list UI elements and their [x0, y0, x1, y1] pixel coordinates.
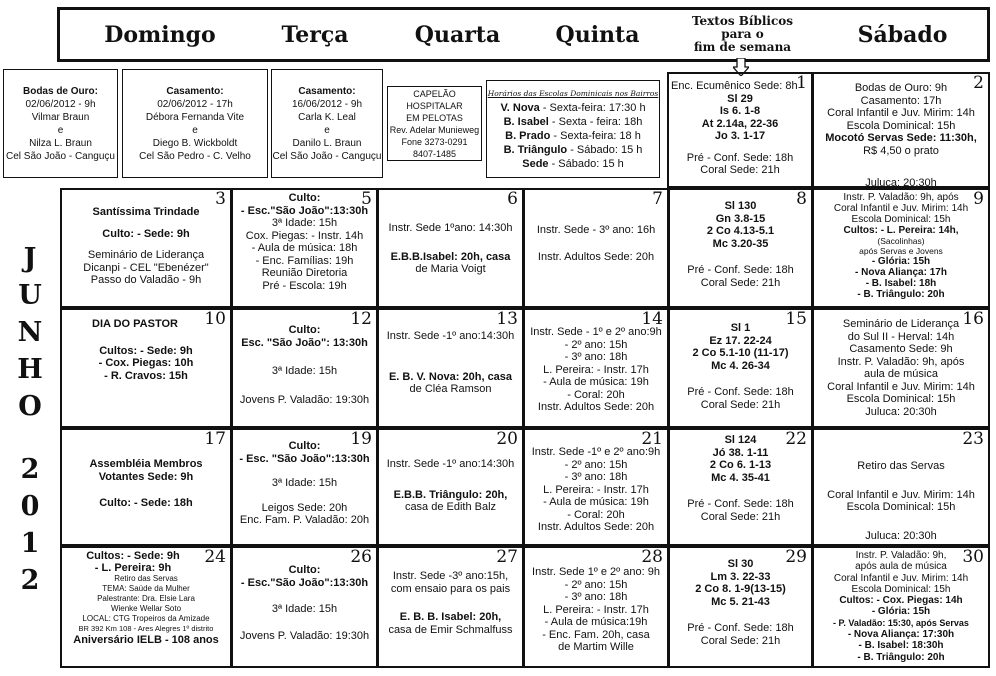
day-cell-5 [231, 188, 378, 308]
cell-line: BR 392 Km 108 - Ares Alegres 1º distrito [78, 624, 214, 633]
cell-line: - 2º ano: 15h [564, 578, 628, 591]
day-cell-26 [231, 546, 378, 668]
cell-line: DIA DO PASTOR [92, 318, 178, 330]
cell-line: E. B. B. Isabel: 20h, [399, 611, 502, 623]
cell-line: Culto: [288, 440, 321, 452]
day-number: 15 [785, 309, 807, 329]
horario-item: V. Nova - Sexta-feira: 17:30 h [500, 102, 646, 114]
day-cell-8 [668, 188, 813, 308]
header-quinta: Quinta [555, 21, 640, 48]
cell-line: - Esc."São João":13:30h [240, 576, 369, 589]
horarios-box [486, 80, 660, 178]
cell-line: Mocotó Servas Sede: 11:30h, [825, 132, 977, 144]
month-letter: H [17, 354, 43, 385]
bible-ref: 2 Co 6. 1-13 [709, 459, 772, 471]
day-cell-17 [60, 428, 232, 546]
cell-line: Instr. P. Valadão: 9h, [855, 550, 947, 561]
header-textos-biblicos [670, 10, 815, 59]
capelao-line: Rev. Adelar Munieweg [389, 124, 480, 135]
year-digit: 0 [20, 491, 40, 522]
cell-line: Coral Infantil e Juv. Mirim: 14h [833, 203, 969, 214]
cell-line: Escola Dominical: 15h [846, 393, 956, 405]
cell-line: - B. Triângulo: 20h [857, 289, 945, 300]
cell-line: - Aula de música:19h [544, 616, 648, 628]
cell-line: Culto: [288, 324, 321, 336]
capelao-line: EM PELOTAS [406, 112, 463, 123]
year-digit: 2 [20, 565, 40, 596]
day-cell-28 [523, 546, 669, 668]
day-cell-6 [377, 188, 524, 308]
day-number: 29 [785, 547, 807, 567]
day-cell-19 [231, 428, 378, 546]
cell-line: - Glória: 15h [871, 256, 931, 267]
cell-line: Instr. Sede -1º ano:14:30h [386, 458, 515, 470]
day-number: 19 [350, 429, 372, 449]
cell-line: Instr. Adultos Sede: 20h [537, 401, 655, 413]
cell-line: após Servas e Jovens [859, 246, 943, 256]
cell-line: Instr. Sede 1º e 2º ano: 9h [532, 566, 660, 578]
cell-line: Instr. Sede -3º ano:15h, [392, 570, 509, 582]
cell-line: - L. Pereira: 9h [94, 562, 172, 574]
bodas-line: Vilmar Braun [31, 111, 90, 123]
day-number: 12 [350, 309, 372, 329]
bodas-title: Bodas de Ouro: [22, 85, 98, 97]
bible-ref: Sl 30 [727, 558, 754, 570]
day-number: 23 [962, 429, 984, 449]
cell-line: E.B.B. Triângulo: 20h, [393, 488, 508, 501]
day-number: 27 [496, 547, 518, 567]
cell-line: Pré - Conf. Sede: 18h [687, 622, 794, 634]
cell-line: após aula de música [855, 561, 947, 573]
day-number: 20 [496, 429, 518, 449]
cell-line: Instr. Sede -1º e 2º ano:9h [531, 446, 661, 458]
casamento-line: 16/06/2012 - 9h [291, 98, 363, 110]
cell-line: Esc. "São João": 13:30h [241, 336, 368, 349]
day-number: 28 [641, 547, 663, 567]
day-number: 6 [507, 189, 518, 209]
bible-ref: Sl 29 [727, 92, 753, 105]
cell-line: Coral Sede: 21h [700, 510, 781, 523]
month-letter: N [17, 317, 43, 348]
cell-line: Cultos: - Sede: 9h [99, 344, 193, 357]
cell-line: Culto: - Sede: 18h [99, 497, 193, 509]
cell-line: Casamento Sede: 9h [849, 343, 953, 355]
cell-line: - 3º ano: 18h [564, 351, 628, 363]
cell-line: Seminário de Liderança [87, 249, 205, 261]
cell-line: TEMA: Saúde da Mulher [102, 584, 190, 593]
cell-line: Reunião Diretoria [261, 267, 348, 279]
bodas-line: e [57, 124, 64, 136]
header-textos-line: para o [721, 27, 764, 41]
cell-line: L. Pereira: - Instr. 17h [543, 483, 649, 496]
day-number: 2 [973, 73, 984, 93]
cell-line: Seminário de Liderança [842, 318, 960, 330]
cell-line: Escola Dominical: 15h [851, 583, 951, 595]
cell-line: Passo do Valadão - 9h [90, 274, 202, 286]
cell-line: Santíssima Trindade [92, 206, 200, 218]
day-cell-3 [60, 188, 232, 308]
cell-line: Retiro das Servas [857, 460, 945, 472]
bible-ref: Is 6. 1-8 [719, 105, 761, 117]
cell-line: Coral Sede: 21h [700, 164, 780, 176]
header-textos-line: Textos Bíblicos [691, 14, 794, 28]
cell-line: (Sacolinhas) [877, 236, 925, 246]
cell-line: R$ 4,50 o prato [863, 144, 939, 157]
cell-line: Pré - Conf. Sede: 18h [687, 386, 794, 398]
header-terca: Terça [281, 21, 349, 48]
cell-line: Escola Dominical: 15h [851, 214, 951, 225]
cell-line: Instr. Adultos Sede: 20h [537, 521, 655, 533]
casamento-title: Casamento: [298, 85, 356, 97]
day-cell-2 [812, 72, 990, 188]
cell-line: Aniversário IELB - 108 anos [73, 634, 219, 646]
header-sabado: Sábado [857, 21, 948, 48]
cell-line: Escola Dominical: 15h [846, 501, 956, 513]
cell-line: Coral Infantil e Juv. Mirim: 14h [827, 107, 975, 119]
month-letter: J [23, 243, 37, 274]
horario-item: B. Isabel - Sexta - feira: 18h [503, 116, 643, 128]
day-cell-12 [231, 308, 378, 428]
year-digit: 1 [20, 528, 40, 559]
day-number: 5 [361, 189, 372, 209]
month-year-label [10, 240, 50, 599]
day-cell-10 [60, 308, 232, 428]
cell-line: Leigos Sede: 20h [261, 501, 348, 514]
cell-line: do Sul II - Herval: 14h [847, 330, 955, 343]
cell-line: 3ª Idade: 15h [271, 365, 338, 377]
cell-line: Dicanpi - CEL "Ebenézer" [83, 261, 209, 274]
cell-line: Cultos: - L. Pereira: 14h, [843, 225, 959, 236]
capelao-line: Fone 3273-0291 [401, 136, 468, 147]
cell-line: - Nova Aliança: 17h [855, 267, 947, 278]
cell-line: Instr. Sede -1º ano:14:30h [386, 330, 515, 342]
horarios-title: Horários das Escolas Dominicais nos Bairros [487, 89, 659, 98]
cell-line: - Aula de música: 18h [251, 242, 358, 254]
bible-ref: Mc 4. 26-34 [711, 359, 770, 372]
bible-ref: Gn 3.8-15 [715, 212, 766, 225]
bible-ref: At 2.14a, 22-36 [701, 117, 779, 130]
casamento-line: Cel São João - Canguçu [272, 150, 382, 162]
cell-line: com ensaio para os pais [390, 582, 511, 595]
cell-line: Pré - Conf. Sede: 18h [687, 264, 794, 276]
cell-line: Coral Sede: 21h [700, 634, 781, 647]
cell-line: Instr. P. Valadão: 9h, após [837, 355, 965, 368]
month-letter: U [18, 280, 42, 311]
day-number: 14 [641, 309, 663, 329]
capelao-line: CAPELÃO HOSPITALAR [406, 88, 463, 111]
cell-line: Cultos: - Sede: 9h [86, 550, 180, 562]
cell-line: - P. Valadão: 15:30, após Servas [833, 617, 969, 628]
cell-line: Coral Infantil e Juv. Mirim: 14h [827, 380, 975, 393]
cell-line: 3ª Idade: 15h [271, 217, 338, 229]
casamento-line: Diego B. Wickboldt [152, 137, 238, 149]
cell-line: - Cox. Piegas: 10h [98, 357, 194, 369]
cell-line: Wienke Wellar Soto [110, 604, 182, 613]
cell-line: Instr. Sede - 3º ano: 16h [536, 224, 656, 236]
casamento-line: Danilo L. Braun [292, 137, 362, 149]
cell-line: - 3º ano: 18h [564, 471, 628, 483]
day-cell-29 [668, 546, 813, 668]
cell-line: Escola Dominical: 15h [846, 119, 956, 132]
cell-line: - 3º ano: 18h [564, 591, 628, 603]
day-cell-27 [377, 546, 524, 668]
bible-ref: Jó 38. 1-11 [712, 446, 769, 459]
cell-line: Cox. Piegas: - Instr. 14h [245, 229, 364, 242]
bible-ref: Sl 130 [724, 200, 757, 212]
bible-ref: Lm 3. 22-33 [710, 570, 771, 583]
cell-line: L. Pereira: - Instr. 17h [543, 603, 649, 616]
day-number: 17 [204, 429, 226, 449]
cell-line: Instr. Sede 1ºano: 14:30h [388, 222, 513, 234]
weekday-header [57, 7, 990, 62]
bible-ref: Sl 124 [724, 434, 757, 446]
day-number: 26 [350, 547, 372, 567]
cell-line: Jovens P. Valadão: 19:30h [239, 393, 370, 406]
cell-line: de Martim Wille [558, 641, 634, 653]
cell-line: Enc. Ecumênico Sede: 8h [671, 80, 798, 92]
cell-line: - Coral: 20h [567, 508, 625, 521]
bodas-line: Nilza L. Braun [29, 137, 92, 149]
cell-line: - B. Isabel: 18:30h [858, 640, 944, 652]
day-number: 3 [215, 189, 226, 209]
cell-line: - R. Cravos: 15h [104, 369, 188, 382]
horario-item: Sede - Sábado: 15 h [522, 158, 624, 170]
casamento-title: Casamento: [166, 85, 224, 97]
header-textos-line: fim de semana [693, 40, 792, 54]
casamento-line: e [192, 124, 198, 136]
cell-line: Pré - Conf. Sede: 18h [686, 151, 794, 164]
cell-line: Instr. P. Valadão: 9h, após [843, 192, 959, 203]
day-number: 16 [962, 309, 984, 329]
cell-line: de Maria Voigt [415, 263, 486, 275]
day-number: 13 [496, 309, 518, 329]
casamento-line: Cel São Pedro - C. Velho [139, 150, 251, 162]
cell-line: Retiro das Servas [114, 574, 178, 583]
bible-ref: 2 Co 5.1-10 (11-17) [692, 347, 789, 359]
cell-line: Cultos: - Cox. Piegas: 14h [839, 595, 963, 607]
header-quarta: Quarta [414, 21, 501, 48]
day-cell-22 [668, 428, 813, 546]
day-number: 10 [204, 309, 226, 329]
capelao-line: 8407-1485 [412, 148, 457, 159]
day-cell-30 [812, 546, 990, 668]
header-domingo: Domingo [104, 21, 216, 48]
month-letter: O [18, 391, 42, 422]
cell-line: - Aula de música: 19h [543, 376, 649, 388]
cell-line: casa de Edith Balz [404, 501, 497, 513]
cell-line: - 2º ano: 15h [564, 458, 628, 471]
casamento-box-1 [122, 69, 268, 178]
cell-line: Pré - Conf. Sede: 18h [687, 498, 794, 510]
cell-line: Instr. Adultos Sede: 20h [537, 250, 655, 263]
bodas-line: 02/06/2012 - 9h [25, 98, 96, 110]
year-digit: 2 [20, 454, 40, 485]
cell-line: Instr. Sede - 1º e 2º ano:9h [530, 326, 662, 338]
cell-line: - Aula de música: 19h [543, 496, 649, 508]
casamento-line: 02/06/2012 - 17h [157, 98, 233, 110]
cell-line: Pré - Escola: 19h [262, 279, 347, 292]
bible-ref: Jo 3. 1-17 [714, 130, 766, 142]
cell-line: - Coral: 20h [567, 388, 625, 401]
day-number: 21 [641, 429, 663, 449]
cell-line: 3ª Idade: 15h [271, 603, 338, 615]
horario-item: B. Prado - Sexta-feira: 18 h [505, 130, 641, 142]
casamento-line: e [324, 124, 330, 136]
cell-line: - B. Triângulo: 20h [857, 651, 945, 663]
cell-line: - Nova Aliança: 17:30h [847, 629, 955, 641]
day-cell-15 [668, 308, 813, 428]
day-cell-9 [812, 188, 990, 308]
cell-line: Juluca: 20:30h [865, 405, 937, 418]
cell-line: Culto: [288, 564, 321, 576]
day-number: 8 [796, 189, 807, 209]
bible-ref: Ez 17. 22-24 [709, 334, 772, 347]
day-number: 7 [652, 189, 663, 209]
bible-ref: Mc 4. 35-41 [711, 471, 770, 484]
cell-line: Coral Infantil e Juv. Mirim: 14h [833, 572, 969, 584]
day-number: 1 [796, 73, 807, 93]
cell-line: Enc. Fam. P. Valadão: 20h [239, 514, 370, 526]
cell-line: - B. Isabel: 18h [865, 278, 937, 289]
bible-ref: Mc 3.20-35 [712, 237, 769, 250]
cell-line: - Enc. Famílias: 19h [255, 254, 354, 267]
cell-line: Culto: [288, 192, 321, 204]
day-cell-23 [812, 428, 990, 546]
day-cell-24 [60, 546, 232, 668]
capelao-box [387, 86, 482, 161]
day-cell-21 [523, 428, 669, 546]
cell-line: - Esc. "São João":13:30h [239, 452, 370, 465]
day-cell-16 [812, 308, 990, 428]
cell-line: de Cléa Ramson [409, 383, 492, 395]
cell-line: - Enc. Fam. 20h, casa [542, 628, 650, 641]
cell-line: - Glória: 15h [871, 606, 931, 618]
cell-line: Coral Sede: 21h [700, 276, 781, 289]
cell-line: L. Pereira: - Instr. 17h [543, 363, 649, 376]
cell-line: Votantes Sede: 9h [98, 470, 194, 483]
cell-line: Bodas de Ouro: 9h [854, 82, 948, 94]
cell-line: 3ª Idade: 15h [271, 477, 338, 489]
cell-line: Coral Infantil e Juv. Mirim: 14h [827, 488, 975, 501]
cell-line: E. B. V. Nova: 20h, casa [388, 370, 513, 383]
cell-line: Assembléia Membros [89, 458, 203, 470]
bodas-line: Cel São João - Canguçu [6, 150, 115, 162]
casamento-line: Débora Fernanda Vite [145, 111, 245, 123]
cell-line: Juluca: 20:30h [865, 177, 937, 188]
cell-line: E.B.B.Isabel: 20h, casa [390, 250, 511, 263]
cell-line: Casamento: 17h [860, 94, 942, 107]
cell-line: Jovens P. Valadão: 19:30h [239, 629, 370, 642]
cell-line: - Esc."São João":13:30h [240, 204, 369, 217]
cell-line: aula de música [864, 368, 938, 380]
cell-line: Culto: - Sede: 9h [102, 227, 190, 240]
cell-line: Juluca: 20:30h [865, 529, 937, 542]
bible-ref: 2 Co 4.13-5.1 [706, 225, 775, 237]
day-number: 24 [204, 547, 226, 567]
casamento-box-2 [271, 69, 383, 178]
day-cell-14 [523, 308, 669, 428]
cell-line: casa de Emir Schmalfuss [388, 623, 513, 636]
bible-ref: Sl 1 [730, 322, 751, 334]
day-cell-20 [377, 428, 524, 546]
day-number: 22 [785, 429, 807, 449]
horario-item: B. Triângulo - Sábado: 15 h [503, 144, 643, 156]
bible-ref: Mc 5. 21-43 [711, 595, 770, 608]
cell-line: Palestrante: Dra. Elsie Lara [97, 594, 195, 603]
day-cell-7 [523, 188, 669, 308]
cell-line: Coral Sede: 21h [700, 398, 781, 411]
day-number: 30 [962, 547, 984, 567]
casamento-line: Carla K. Leal [298, 111, 356, 123]
bible-ref: 2 Co 8. 1-9(13-15) [695, 583, 786, 595]
day-number: 9 [973, 189, 984, 209]
day-cell-1 [667, 72, 813, 188]
bodas-info-box [3, 69, 118, 178]
cell-line: - 2º ano: 15h [564, 338, 628, 351]
day-cell-13 [377, 308, 524, 428]
cell-line: LOCAL: CTG Tropeiros da Amizade [82, 614, 210, 623]
